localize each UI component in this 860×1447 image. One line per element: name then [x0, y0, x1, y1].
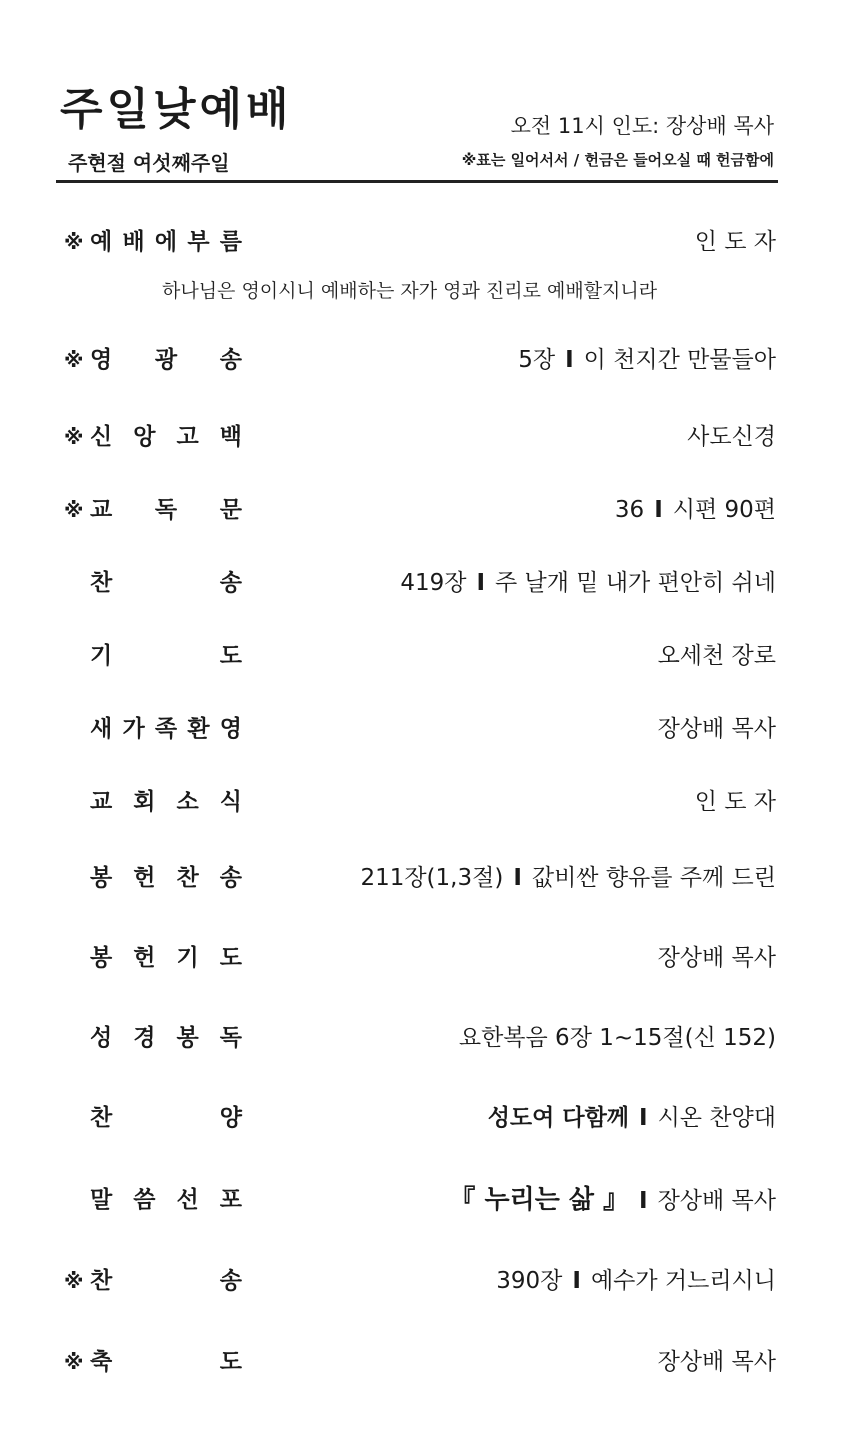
order-item-label-text	[90, 566, 242, 600]
order-item-value: 인 도 자	[694, 229, 776, 255]
value-separator: I	[572, 1268, 581, 1294]
standing-offering-note: ※표는 일어서서 / 헌금은 들어오실 때 헌금함에	[461, 151, 774, 169]
value-separator: I	[639, 1105, 648, 1131]
label-char: 광	[154, 347, 178, 373]
label-char: 송	[219, 570, 242, 596]
label-char: 헌	[133, 865, 156, 891]
label-char: 찬	[90, 570, 113, 596]
order-item-value	[496, 1264, 776, 1298]
order-item-value: 오세천 장로	[657, 643, 776, 669]
order-item-value-primary: 419장	[400, 570, 467, 596]
standing-mark: ※	[64, 1269, 84, 1293]
order-item-label-text	[90, 1345, 242, 1379]
order-item-value: 장상배 목사	[657, 1349, 776, 1375]
order-item-label	[64, 493, 242, 527]
order-item-label-text	[90, 712, 242, 746]
value-separator: I	[639, 1188, 648, 1214]
label-char: 봉	[176, 1025, 199, 1051]
label-char: 소	[176, 789, 199, 815]
order-item-value	[518, 343, 776, 377]
label-char: 독	[154, 497, 178, 523]
label-char: 환	[187, 716, 210, 742]
order-item-value-secondary: 주 날개 밑 내가 편안히 쉬네	[495, 570, 776, 596]
order-item-value	[449, 1183, 776, 1217]
value-separator: I	[476, 570, 486, 596]
label-char: 찬	[176, 865, 199, 891]
value-separator: I	[565, 347, 574, 373]
order-item-value	[360, 861, 776, 895]
order-item-value-secondary: 장상배 목사	[657, 1188, 776, 1214]
label-char: 기	[90, 643, 113, 669]
label-char: 양	[219, 1105, 242, 1131]
label-char: 독	[219, 1025, 242, 1051]
label-char: 포	[219, 1187, 242, 1213]
order-item	[64, 420, 776, 454]
label-char: 부	[187, 229, 210, 255]
order-item	[64, 1345, 776, 1379]
order-item	[64, 861, 776, 895]
order-item-label-text	[90, 1264, 242, 1298]
label-char: 앙	[133, 424, 156, 450]
order-item	[64, 1101, 776, 1135]
order-item-label-text	[90, 225, 242, 259]
label-char: 교	[90, 789, 113, 815]
order-item-value-primary: 211장(1,3절)	[360, 865, 504, 891]
label-char: 경	[133, 1025, 156, 1051]
order-item-value: 장상배 목사	[657, 716, 776, 742]
order-item-value	[488, 1101, 776, 1135]
value-separator: I	[654, 497, 663, 523]
order-item-label	[64, 225, 242, 259]
order-item-label-text	[90, 420, 242, 454]
label-char: 고	[176, 424, 199, 450]
order-item-value-primary: 성도여 다함께	[487, 1105, 630, 1131]
order-item	[64, 639, 776, 673]
label-char: 찬	[90, 1268, 113, 1294]
label-char: 영	[219, 716, 242, 742]
label-char: 식	[219, 789, 242, 815]
label-char: 성	[90, 1025, 113, 1051]
label-char: 회	[133, 789, 156, 815]
order-item-value-secondary: 시온 찬양대	[657, 1105, 776, 1131]
order-item-label	[64, 941, 242, 975]
label-char: 백	[219, 424, 242, 450]
order-item-label-text	[90, 1021, 242, 1055]
label-char: 선	[176, 1187, 199, 1213]
order-item-value	[400, 566, 776, 600]
label-char: 도	[219, 1349, 242, 1375]
order-item	[64, 566, 776, 600]
standing-mark: ※	[64, 348, 84, 372]
label-char: 축	[90, 1349, 113, 1375]
label-char: 씀	[133, 1187, 156, 1213]
order-item-label-text	[90, 861, 242, 895]
order-item-label-text	[90, 941, 242, 975]
time-and-leader: 오전 11시 인도: 장상배 목사	[510, 114, 774, 138]
label-char: 에	[154, 229, 178, 255]
label-char: 새	[90, 716, 113, 742]
label-char: 신	[90, 424, 113, 450]
order-item	[64, 225, 776, 259]
order-item-label-text	[90, 343, 242, 377]
order-item-label	[64, 785, 242, 819]
label-char: 헌	[133, 945, 156, 971]
order-item-label	[64, 861, 242, 895]
order-item-label	[64, 1021, 242, 1055]
order-item-label-text	[90, 1101, 242, 1135]
standing-mark: ※	[64, 230, 84, 254]
label-char: 배	[122, 229, 145, 255]
order-item-value-secondary: 이 천지간 만물들아	[583, 347, 776, 373]
order-item-value-secondary: 값비싼 향유를 주께 드린	[531, 865, 776, 891]
order-item-label-text	[90, 493, 242, 527]
order-item-label	[64, 1101, 242, 1135]
label-char: 기	[176, 945, 199, 971]
order-item-label	[64, 343, 242, 377]
order-item-value: 요한복음 6장 1~15절(신 152)	[458, 1025, 776, 1051]
label-char: 송	[219, 865, 242, 891]
service-subtitle: 주현절 여섯째주일	[68, 151, 230, 175]
label-char: 봉	[90, 945, 113, 971]
order-item	[64, 712, 776, 746]
order-item-label	[64, 1183, 242, 1217]
order-item-label-text	[90, 785, 242, 819]
order-item-value-secondary: 시편 90편	[672, 497, 776, 523]
order-item	[64, 493, 776, 527]
order-item-value: 사도신경	[687, 424, 776, 450]
order-item-label	[64, 1264, 242, 1298]
header-divider	[56, 180, 778, 183]
order-item	[64, 1183, 776, 1217]
label-char: 송	[219, 1268, 242, 1294]
label-char: 예	[90, 229, 113, 255]
label-char: 족	[154, 716, 178, 742]
order-item-value-secondary: 예수가 거느리시니	[590, 1268, 776, 1294]
label-char: 찬	[90, 1105, 113, 1131]
label-char: 도	[219, 643, 242, 669]
order-item-label	[64, 420, 242, 454]
order-item-label	[64, 712, 242, 746]
standing-mark: ※	[64, 425, 84, 449]
order-item	[64, 941, 776, 975]
label-char: 가	[122, 716, 145, 742]
order-item-label	[64, 1345, 242, 1379]
standing-mark: ※	[64, 498, 84, 522]
order-item-label	[64, 639, 242, 673]
value-separator: I	[513, 865, 522, 891]
label-char: 도	[219, 945, 242, 971]
order-item-label-text	[90, 639, 242, 673]
standing-mark: ※	[64, 1350, 84, 1374]
label-char: 문	[219, 497, 242, 523]
order-item-value-primary: 36	[614, 497, 645, 523]
label-char: 말	[90, 1187, 113, 1213]
label-char: 름	[219, 229, 242, 255]
label-char: 교	[90, 497, 113, 523]
label-char: 영	[90, 347, 113, 373]
order-item-value: 장상배 목사	[657, 945, 776, 971]
order-item-value: 인 도 자	[694, 789, 776, 815]
label-char: 봉	[90, 865, 113, 891]
order-item-value-primary: 390장	[496, 1268, 563, 1294]
label-char: 송	[219, 347, 242, 373]
order-item	[64, 1021, 776, 1055]
service-title: 주일낮예배	[60, 84, 293, 135]
order-item-label	[64, 566, 242, 600]
order-item	[64, 343, 776, 377]
order-item	[64, 785, 776, 819]
call-to-worship-verse: 하나님은 영이시니 예배하는 자가 영과 진리로 예배할지니라	[162, 280, 658, 302]
order-item-value	[615, 493, 776, 527]
order-item-value-primary: 『 누리는 삶 』	[449, 1185, 630, 1215]
order-item-value-primary: 5장	[518, 347, 556, 373]
order-item	[64, 1264, 776, 1298]
order-item-label-text	[90, 1183, 242, 1217]
